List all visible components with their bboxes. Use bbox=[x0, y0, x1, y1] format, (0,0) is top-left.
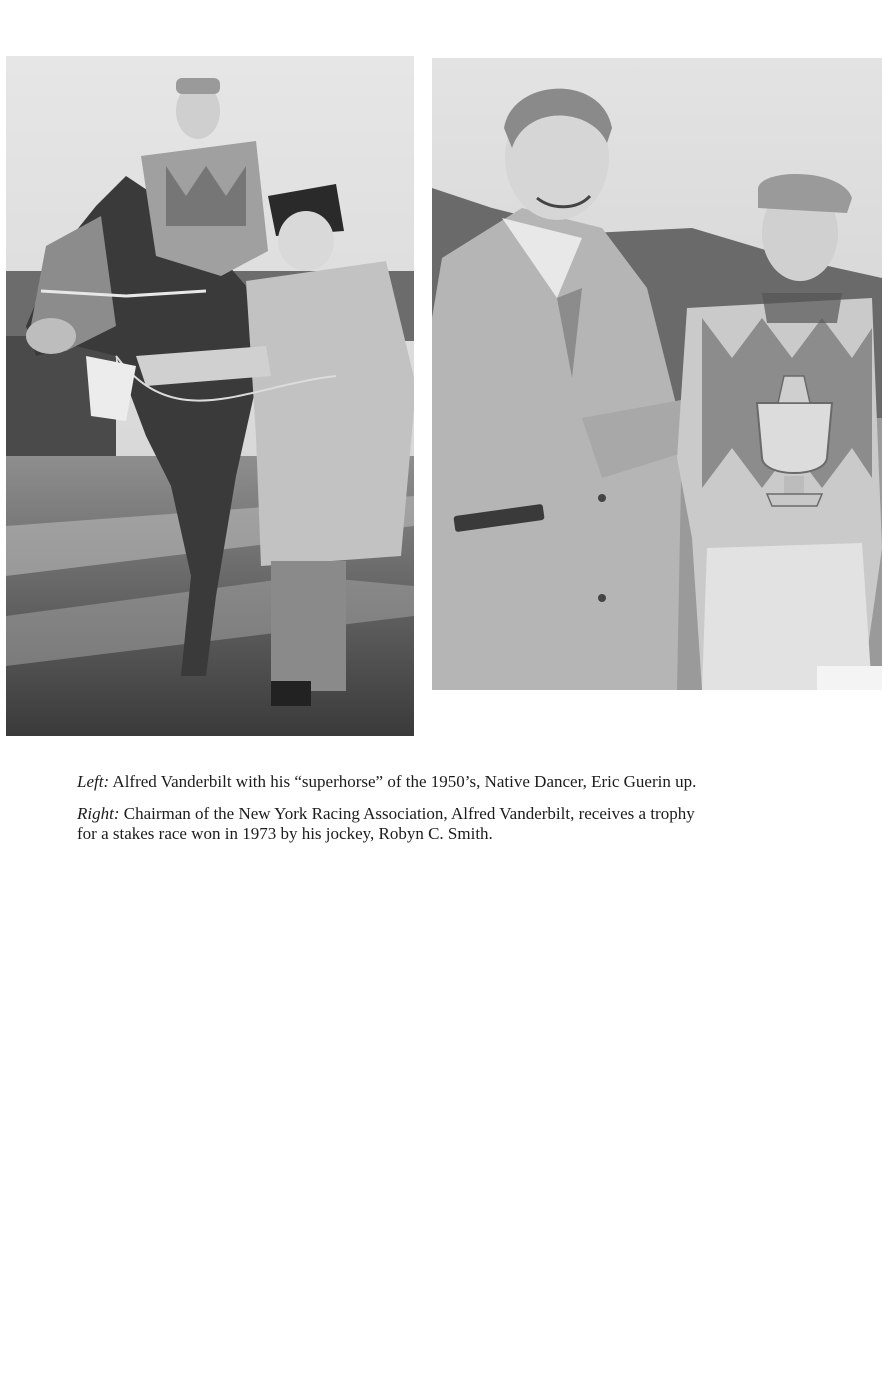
photo-left-image bbox=[6, 56, 414, 736]
photo-right bbox=[432, 58, 882, 690]
caption-right-lead: Right: bbox=[77, 804, 120, 823]
caption-right bbox=[77, 804, 822, 844]
photo-left bbox=[6, 56, 414, 736]
captions bbox=[77, 772, 822, 856]
caption-left-text: Alfred Vanderbilt with his “superhorse” of the 1950’s, Native Dancer, Eric Guerin up. bbox=[112, 772, 697, 791]
caption-left bbox=[77, 772, 822, 792]
caption-left-lead: Left: bbox=[77, 772, 110, 791]
caption-left-line-1 bbox=[77, 772, 822, 792]
caption-right-text-1: Chairman of the New York Racing Association, Alfred Vanderbilt, receives a trophy bbox=[123, 804, 695, 823]
photo-right-image bbox=[432, 58, 882, 690]
caption-right-line-2: for a stakes race won in 1973 by his jockey, Robyn C. Smith. bbox=[77, 824, 493, 843]
caption-right-line-1 bbox=[77, 804, 822, 824]
